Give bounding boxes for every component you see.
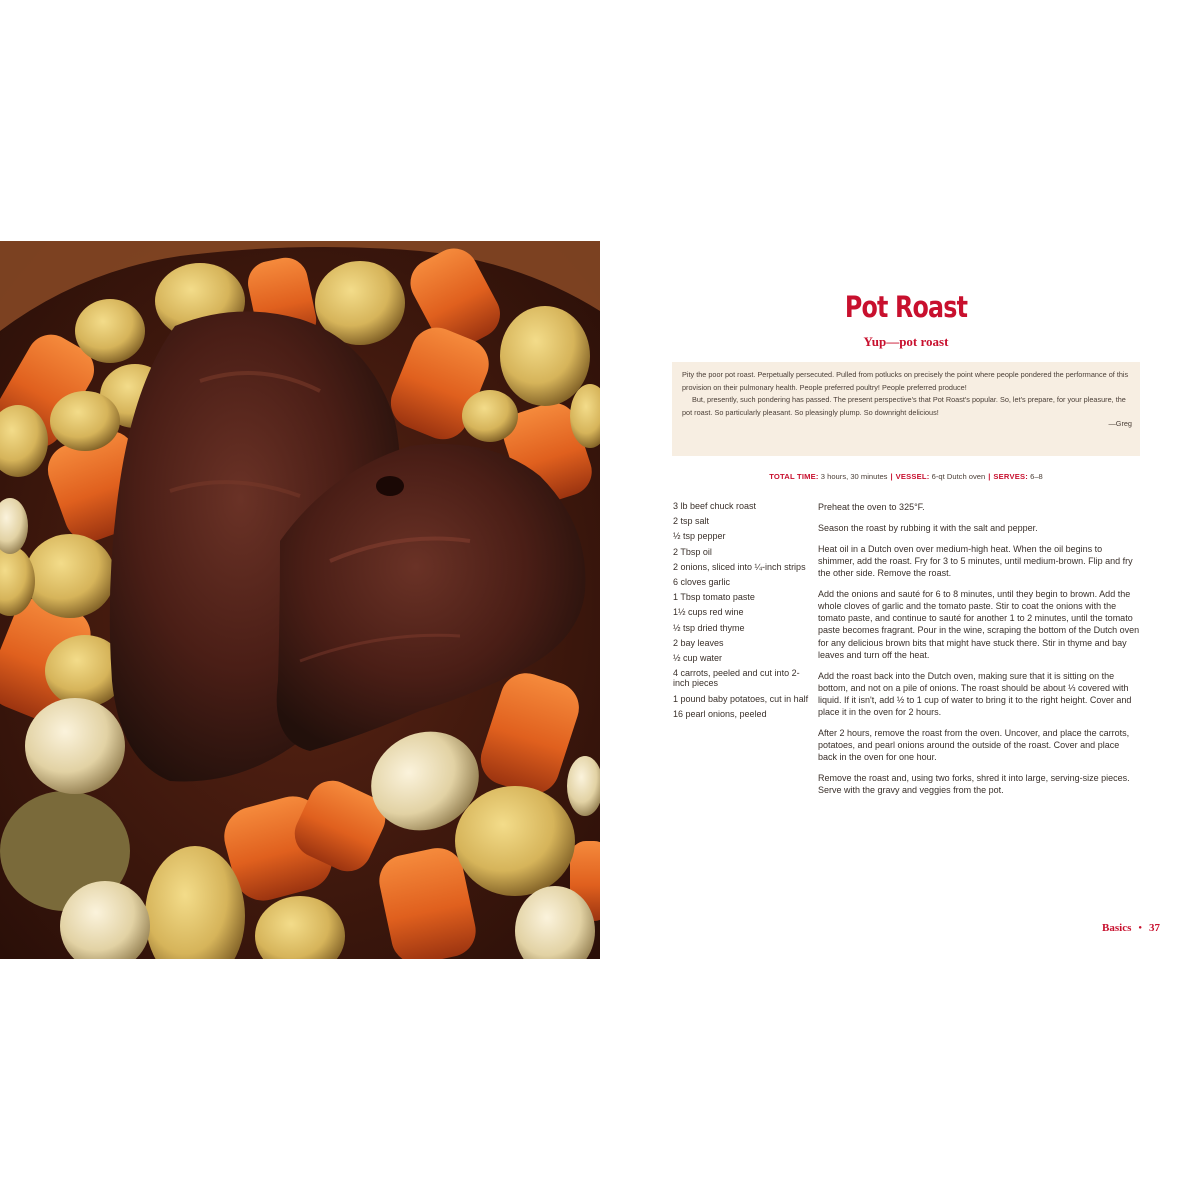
ingredient-item: 1½ cups red wine (673, 607, 744, 618)
recipe-intro (672, 362, 1140, 456)
page-footer (1060, 922, 1160, 934)
direction-step: Add the onions and sauté for 6 to 8 minutes, until they begin to brown. Add the whole cloves of garlic and the tomato paste. Stir to coat the onions with the tomato paste, and continue to sauté for another 1 to 2 minutes, until the tomato paste becomes fragrant. Pour in the wine, scraping the bottom of the Dutch oven for any delicious brown bits that might have stuck there. Stir in thyme and bay leaves and turn off the heat. (818, 588, 1140, 660)
ingredient-item: ½ tsp pepper (673, 531, 726, 542)
ingredient-item: ½ tsp dried thyme (673, 622, 745, 633)
ingredient-item: 16 pearl onions, peeled (673, 708, 767, 719)
ingredient-item: ½ cup water (673, 652, 723, 663)
direction-step: After 2 hours, remove the roast from the oven. Uncover, and place the carrots, potatoes, and pearl onions around the outside of the roast. Cover and place back in the oven for one hour. (818, 728, 1130, 763)
recipe-meta: TOTAL TIME: 3 hours, 30 minutes | VESSEL: 6-qt Dutch oven | SERVES: 6–8 (769, 472, 1043, 481)
ingredient-item: 1 Tbsp tomato paste (673, 592, 755, 603)
bullet-icon: ● (1138, 925, 1142, 932)
ingredient-item: 2 tsp salt (673, 516, 710, 527)
recipe-subtitle: Yup—pot roast (863, 334, 949, 349)
ingredient-item: 4 carrots, peeled and cut into 2-inch pieces (673, 668, 800, 689)
ingredient-item: 2 onions, sliced into ¼-inch strips (673, 561, 806, 572)
total-time-value: 3 hours, 30 minutes (820, 472, 888, 481)
serves-label: SERVES (993, 472, 1026, 481)
ingredient-item: 6 cloves garlic (673, 576, 731, 587)
intro-paragraph: Pity the poor pot roast. Perpetually persecuted. Pulled from potlucks on precisely the point where people pondered the performance of this provision on their pulmonary health. People preferred poultry! People preferred produce! (682, 370, 1129, 392)
photo-illustration (0, 241, 600, 959)
ingredient-item: 3 lb beef chuck roast (673, 501, 757, 511)
ingredient-item: 1 pound baby potatoes, cut in half (673, 693, 809, 704)
intro-signature: —Greg (1108, 419, 1132, 429)
intro-paragraph: But, presently, such pondering has passed. The present perspective's that Pot Roast's popular. So, let's prepare, for your pleasure, the pot roast. So particularly pleasant. So pleasingly plump. So downright delicious! (682, 395, 1126, 417)
direction-step: Add the roast back into the Dutch oven, making sure that it is sitting on the bottom, and not on a pile of onions. The roast should be about ⅓ covered with liquid. If it isn't, add ½ to 1 cup of water to bring it to the right height. Cover and place it in the oven for 2 hours. (818, 670, 1132, 718)
total-time-label: TOTAL TIME (769, 472, 816, 481)
serves-value: 6–8 (1030, 472, 1043, 481)
direction-step: Preheat the oven to 325°F. (818, 502, 925, 512)
ingredient-item: 2 bay leaves (673, 637, 724, 648)
direction-step: Season the roast by rubbing it with the salt and pepper. (818, 522, 1038, 533)
vessel-value: 6-qt Dutch oven (931, 472, 986, 481)
ingredient-item: 2 Tbsp oil (673, 546, 712, 557)
ingredient-list (673, 501, 811, 724)
pot-roast-photo (0, 241, 600, 959)
section-name: Basics (1102, 922, 1132, 934)
direction-step: Heat oil in a Dutch oven over medium-high heat. When the oil begins to shimmer, add the roast. Fry for 3 to 5 minutes, until medium-brown. Flip and fry the other side. Remove the roast. (818, 543, 1133, 578)
vessel-label: VESSEL (895, 472, 927, 481)
page-number: 37 (1149, 922, 1160, 934)
directions (818, 501, 1140, 805)
recipe-title: Pot Roast (844, 290, 968, 324)
direction-step: Remove the roast and, using two forks, shred it into large, serving-size pieces. Serve with the gravy and veggies from the pot. (818, 773, 1130, 796)
